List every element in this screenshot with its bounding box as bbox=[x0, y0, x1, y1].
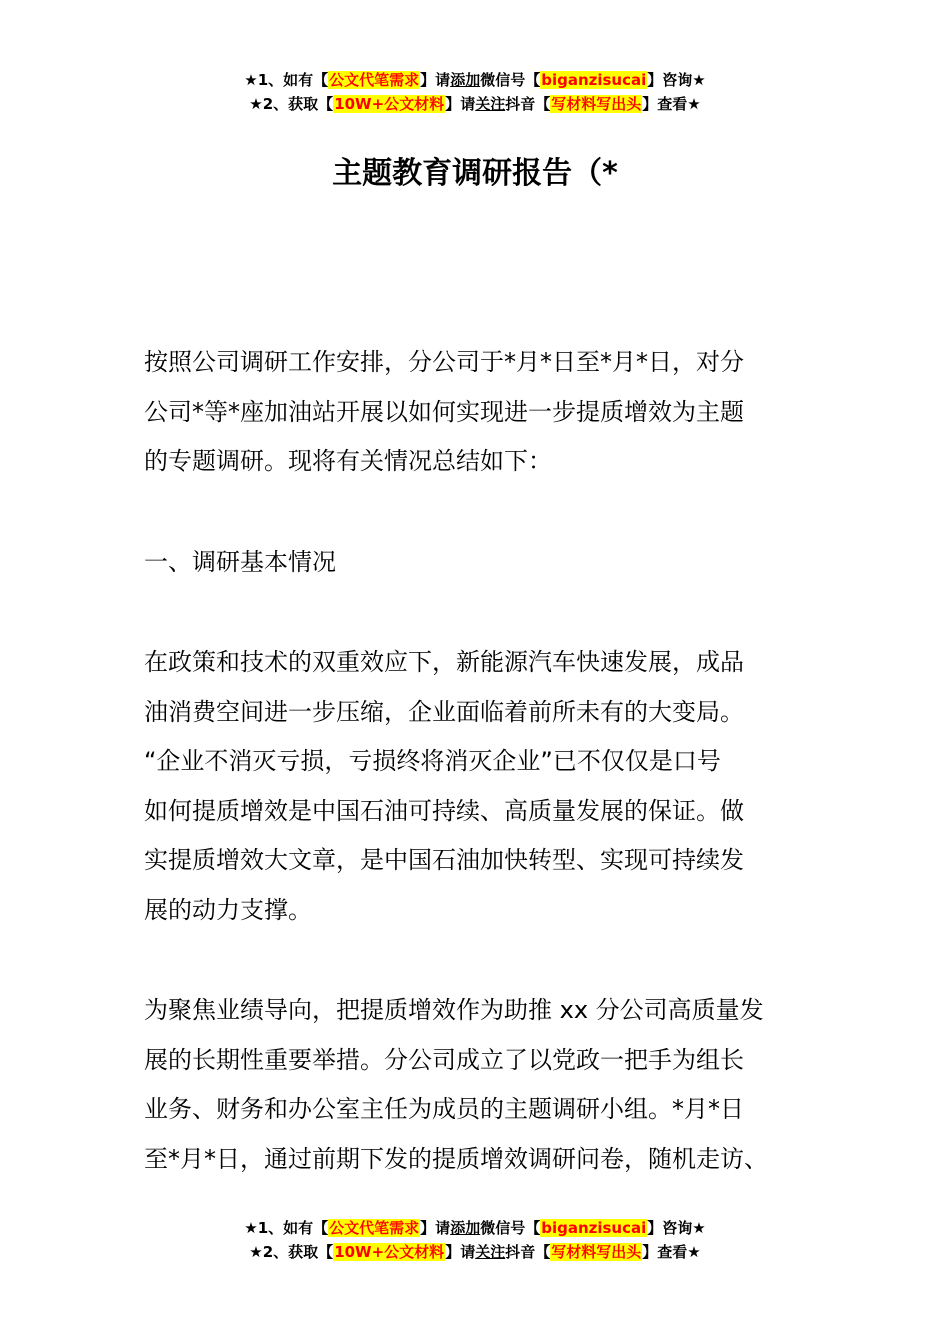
banner-line-2: ★2、获取【10W+公文材料】请关注抖音【写材料写出头】查看★ bbox=[249, 1243, 701, 1261]
text-line: 实提质增效大文章，是中国石油加快转型、实现可持续发 bbox=[144, 846, 744, 874]
paragraph-background bbox=[144, 638, 824, 935]
text-line: 的专题调研。现将有关情况总结如下： bbox=[144, 447, 552, 475]
text-line: 展的长期性重要举措。分公司成立了以党政一把手为组长 bbox=[144, 1045, 744, 1074]
banner-line-1: ★1、如有【公文代笔需求】请添加微信号【biganzisucai】咨询★ bbox=[244, 71, 706, 89]
text-line: 至*月*日，通过前期下发的提质增效调研问卷，随机走访、 bbox=[144, 1144, 768, 1173]
highlight-materials: 10W+公文材料 bbox=[334, 1243, 445, 1261]
text-line: 按照公司调研工作安排，分公司于*月*日至*月*日，对分 bbox=[144, 348, 744, 376]
paragraph-intro bbox=[144, 338, 824, 487]
banner-line-2: ★2、获取【10W+公文材料】请关注抖音【写材料写出头】查看★ bbox=[249, 95, 701, 113]
text-line: 展的动力支撑。 bbox=[144, 895, 312, 924]
highlight-materials: 10W+公文材料 bbox=[334, 95, 445, 113]
text-line: “企业不消灭亏损，亏损终将消灭企业”已不仅仅是口号 bbox=[144, 747, 721, 775]
text-line: 如何提质增效是中国石油可持续、高质量发展的保证。做 bbox=[144, 796, 744, 825]
text-line: 公司*等*座加油站开展以如何实现进一步提质增效为主题 bbox=[144, 397, 744, 426]
highlight-service: 公文代笔需求 bbox=[329, 1219, 420, 1237]
highlight-wechat-id: biganzisucai bbox=[541, 71, 647, 89]
text-line: 油消费空间进一步压缩，企业面临着前所未有的大变局。 bbox=[144, 697, 744, 726]
highlight-douyin-id: 写材料写出头 bbox=[551, 95, 642, 113]
document-title: 主题教育调研报告（* bbox=[332, 156, 618, 191]
text-line: 在政策和技术的双重效应下，新能源汽车快速发展，成品 bbox=[144, 648, 744, 676]
footer-banner bbox=[0, 1216, 950, 1264]
paragraph-organization bbox=[144, 986, 824, 1184]
text-line: 业务、财务和办公室主任为成员的主题调研小组。*月*日 bbox=[144, 1095, 744, 1123]
highlight-wechat-id: biganzisucai bbox=[541, 1219, 647, 1237]
section-heading: 一、调研基本情况 bbox=[144, 548, 336, 576]
text-line: 为聚焦业绩导向，把提质增效作为助推 xx 分公司高质量发 bbox=[144, 996, 764, 1024]
highlight-douyin-id: 写材料写出头 bbox=[551, 1243, 642, 1261]
banner-line-1: ★1、如有【公文代笔需求】请添加微信号【biganzisucai】咨询★ bbox=[244, 1219, 706, 1237]
header-banner bbox=[0, 68, 950, 116]
highlight-service: 公文代笔需求 bbox=[329, 71, 420, 89]
